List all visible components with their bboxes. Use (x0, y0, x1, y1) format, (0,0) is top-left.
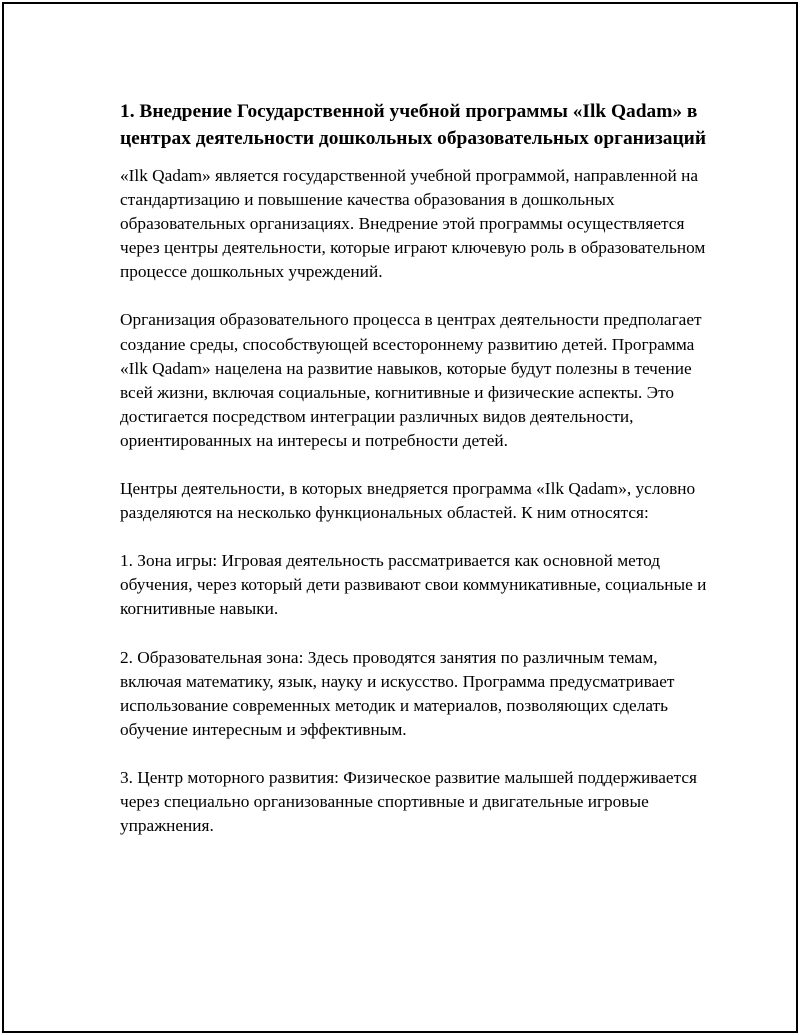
paragraph-organization: Организация образовательного процесса в центрах деятельности предполагает создание среды, способствующей всестороннему развитию детей. Программа «Ilk Qadam» нацелена на развитие навыков, которые будут полезны в течение всей жизни, включая социальные, когнитивные и физические аспекты. Это достигается посредством интеграции различных видов деятельности, ориентированных на интересы и потребности детей. (120, 310, 702, 450)
list-item-play-zone: 1. Зона игры: Игровая деятельность рассматривается как основной метод обучения, через который дети развивают свои коммуникативные, социальные и когнитивные навыки. (120, 551, 707, 619)
document-body (120, 98, 710, 862)
document-title: 1. Внедрение Государственной учебной программы «Ilk Qadam» в центрах деятельности дошкольных образовательных организаций (120, 101, 707, 149)
list-item-motor-center: 3. Центр моторного развития: Физическое развитие малышей поддерживается через специально организованные спортивные и двигательные игровые упражнения. (120, 767, 697, 836)
paragraph-intro: «Ilk Qadam» является государственной учебной программой, направленной на стандартизацию и повышение качества образования в дошкольных образовательных организациях. Внедрение этой программы осуществляется через центры деятельности, которые играют ключевую роль в образовательном процессе дошкольных учреждений. (120, 166, 706, 282)
page-frame (2, 2, 798, 1033)
list-item-education-zone: 2. Образовательная зона: Здесь проводятся занятия по различным темам, включая математику, язык, науку и искусство. Программа предусматривает использование современных методик и материалов, позволяющих сделать обучение интересным и эффективным. (120, 647, 675, 739)
paragraph-centers: Центры деятельности, в которых внедряется программа «Ilk Qadam», условно разделяются на несколько функциональных областей. К ним относятся: (120, 479, 696, 523)
